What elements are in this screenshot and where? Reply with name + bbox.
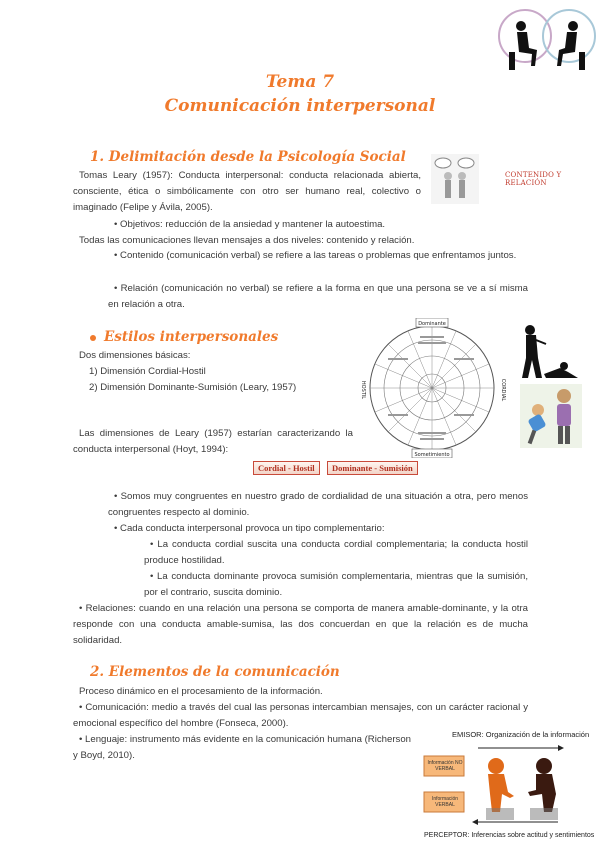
bullet-icon — [90, 335, 96, 341]
styles-intro: Dos dimensiones básicas: — [79, 350, 191, 361]
title-line-2: Comunicación interpersonal — [164, 96, 436, 116]
language-text: • Lenguaje: instrumento más evidente en la comunicación humana (Richerson y Boyd, 2010). — [73, 734, 411, 761]
wheel-right-label: CORDIAL — [500, 378, 506, 402]
wheel-left-label: HOSTIL — [360, 380, 366, 400]
communication-figure — [418, 742, 594, 830]
objectives-text: • Objetivos: reducción de la ansiedad y mantener la autoestima. — [114, 219, 386, 230]
relationships-text: • Relaciones: cuando en una relación una persona se comporta de manera amable-dominante, y la otra responde con una conducta amable-sumisa, las dos concuerdan en que la relación es de mucha solidaridad. — [73, 603, 528, 646]
nonverbal-box-label: Información NO VERBAL — [427, 760, 463, 772]
levels-text: Todas las comunicaciones llevan mensajes a dos niveles: contenido y relación. — [79, 235, 415, 246]
process-text: Proceso dinámico en el procesamiento de la información. — [79, 686, 323, 697]
complementary-text: • Cada conducta interpersonal provoca un tipo complementario: — [114, 523, 385, 534]
section1-heading: 1. Delimitación desde la Psicología Social — [90, 149, 406, 165]
title-line-1: Tema 7 — [265, 72, 335, 92]
cordial-conduct-text: • La conducta cordial suscita una conducta cordial complementaria; la conducta hostil produce hostilidad. — [144, 539, 528, 566]
content-text: • Contenido (comunicación verbal) se refiere a las tareas o problemas que enfrentamos juntos. — [114, 250, 517, 261]
congruence-text: • Somos muy congruentes en nuestro grado de cordialidad de una situación a otra, pero menos congruentes respecto al dominio. — [108, 491, 528, 518]
dominante-sumision-label: Dominante - Sumisión — [327, 461, 418, 475]
people-illustration — [520, 384, 582, 448]
emitter-caption: EMISOR: Organización de la información — [452, 730, 590, 739]
section2-heading: 2. Elementos de la comunicación — [90, 664, 340, 680]
verbal-box-label: Información VERBAL — [431, 796, 459, 808]
dimension-item-1: 1) Dimensión Cordial-Hostil — [89, 366, 206, 377]
silhouettes-illustration — [497, 8, 597, 74]
content-relation-label: CONTENIDO Y RELACIÓN — [505, 171, 562, 187]
styles-heading: Estilos interpersonales — [90, 329, 278, 345]
leary-circle-diagram — [358, 318, 506, 458]
relation-text: • Relación (comunicación no verbal) se refiere a la forma en que una persona se ve a sí misma en relación a otra. — [108, 283, 528, 310]
dominance-illustration — [512, 322, 580, 382]
wheel-top-label: Dominante — [418, 321, 446, 327]
perceptor-caption: PERCEPTOR: Inferencias sobre actitud y sentimientos — [424, 832, 595, 839]
leary-definition: Tomas Leary (1957): Conducta interpersonal: conducta relacionada abierta, consciente, ética o simbólicamente con otro ser humano real, colectivo o imaginado (Felipe y Ávila, 2005). — [73, 170, 421, 213]
communication-text: • Comunicación: medio a través del cual las personas intercambian mensajes, con un carácter racional y emocional específico del hombre (Fonseca, 2000). — [73, 702, 528, 729]
dominant-conduct-text: • La conducta dominante provoca sumisión complementaria, mientras que la sumisión, por el contrario, suscita dominio. — [144, 571, 528, 598]
talking-figures-icon — [431, 154, 479, 204]
wheel-bottom-label: Sometimiento — [414, 452, 450, 458]
leary-dimensions-text: Las dimensiones de Leary (1957) estarían caracterizando la conducta interpersonal (Hoyt, 1994): — [73, 428, 353, 455]
dimension-item-2: 2) Dimensión Dominante-Sumisión (Leary, 1957) — [89, 382, 297, 393]
cordial-hostil-label: Cordial - Hostil — [253, 461, 320, 475]
